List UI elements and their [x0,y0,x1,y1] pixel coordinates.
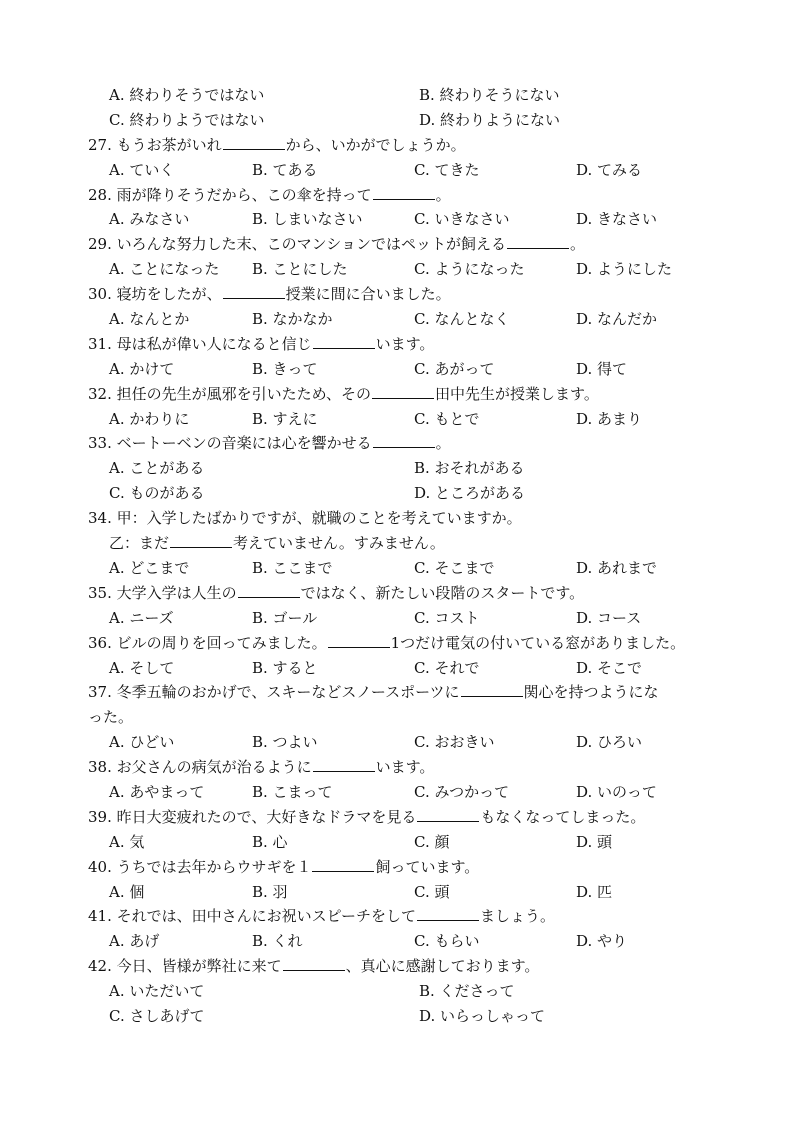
q29-option-d: D. ようにした [576,260,673,278]
q37-stem-continuation: った。 [88,708,134,726]
q28-option-c: C. いきなさい [414,210,510,228]
q37-option-b: B. つよい [252,733,318,751]
q34-option-b: B. ここまで [252,559,333,577]
q28-option-d: D. きなさい [576,210,658,228]
q31-option-c: C. あがって [414,360,495,378]
q26-option-b: B. 終わりそうにない [419,86,560,104]
q30-option-c: C. なんとなく [414,310,510,328]
q27-option-a: A. ていく [109,161,175,179]
q37-option-a: A. ひどい [109,733,175,751]
q40-option-b: B. 羽 [252,883,288,901]
q41-option-b: B. くれ [252,932,303,950]
q39-stem: 39. 昨日大変疲れたので、大好きなドラマを見る もなくなってしまった。 [88,808,646,826]
q37-blank [461,681,523,697]
q40-blank [312,856,374,872]
q29-option-a: A. ことになった [109,260,220,278]
q28-option-a: A. みなさい [109,210,190,228]
q30-option-b: B. なかなか [252,310,333,328]
q41-option-d: D. やり [576,932,628,950]
q36-option-d: D. そこで [576,659,643,677]
q35-stem: 35. 大学入学は人生の ではなく、新たしい段階のスタートです。 [88,584,585,602]
q35-option-b: B. ゴール [252,609,318,627]
q30-blank [223,283,285,299]
q41-option-c: C. もらい [414,932,480,950]
q36-stem: 36. ビルの周りを回ってみました。 1つだけ電気の付いている窓がありました。 [88,634,686,652]
q40-option-d: D. 匹 [576,883,613,901]
q35-option-d: D. コース [576,609,642,627]
q42-option-a: A. いただいて [109,982,205,1000]
q31-stem: 31. 母は私が偉い人になると信じ います。 [88,335,435,353]
q36-option-a: A. そして [109,659,175,677]
q27-option-b: B. てある [252,161,318,179]
q40-option-c: C. 頭 [414,883,450,901]
q37-option-d: D. ひろい [576,733,643,751]
q34-stem-line2: 乙：まだ 考えていません。すみません。 [109,534,445,552]
q27-stem: 27. もうお茶がいれ から、いかがでしょうか。 [88,136,466,154]
q31-blank [313,333,375,349]
q27-option-d: D. てみる [576,161,643,179]
q33-blank [373,432,435,448]
q31-option-d: D. 得て [576,360,628,378]
q39-option-c: C. 顔 [414,833,450,851]
q35-option-a: A. ニーズ [109,609,174,627]
q42-blank [283,955,345,971]
q38-blank [313,756,375,772]
q32-option-d: D. あまり [576,410,643,428]
q37-option-c: C. おおきい [414,733,495,751]
q30-stem: 30. 寝坊をしたが、 授業に間に合いました。 [88,285,451,303]
q35-blank [238,582,300,598]
q41-stem: 41. それでは、田中さんにお祝いスピーチをして ましょう。 [88,907,556,925]
q32-blank [372,383,434,399]
q34-stem-line1: 34. 甲：入学したばかりですが、就職のことを考えていますか。 [88,509,522,527]
q31-option-b: B. きって [252,360,318,378]
q31-option-a: A. かけて [109,360,175,378]
q26-option-c: C. 終わりようではない [109,111,265,129]
q29-blank [507,233,569,249]
q26-option-a: A. 終わりそうではない [109,86,265,104]
q39-blank [417,806,479,822]
q42-stem: 42. 今日、皆様が弊社に来て 、真心に感謝しております。 [88,957,540,975]
q32-option-a: A. かわりに [109,410,190,428]
q42-option-d: D. いらっしゃって [419,1007,546,1025]
q34-blank [170,532,232,548]
q33-stem: 33. ベートーベンの音楽には心を響かせる 。 [88,434,451,452]
q32-option-c: C. もとで [414,410,480,428]
q40-stem: 40. うちでは去年からウサギを１ 飼っています。 [88,858,480,876]
q38-option-a: A. あやまって [109,783,205,801]
q38-option-d: D. いのって [576,783,657,801]
q33-option-d: D. ところがある [414,484,526,502]
q30-option-d: D. なんだか [576,310,658,328]
q33-option-b: B. おそれがある [414,459,525,477]
q42-option-c: C. さしあげて [109,1007,205,1025]
q37-stem: 37. 冬季五輪のおかげで、スキーなどスノースポーツに 関心を持つようにな [88,683,659,701]
q28-blank [373,184,435,200]
q42-option-b: B. くださって [419,982,515,1000]
q33-option-c: C. ものがある [109,484,205,502]
q28-stem: 28. 雨が降りそうだから、この傘を持って 。 [88,186,451,204]
q36-option-c: C. それで [414,659,480,677]
q38-option-b: B. こまって [252,783,333,801]
q40-option-a: A. 個 [109,883,145,901]
q39-option-a: A. 気 [109,833,145,851]
q35-option-c: C. コスト [414,609,480,627]
q30-option-a: A. なんとか [109,310,190,328]
q36-option-b: B. すると [252,659,318,677]
q33-option-a: A. ことがある [109,459,205,477]
q34-option-a: A. どこまで [109,559,190,577]
q34-option-c: C. そこまで [414,559,495,577]
q41-blank [417,905,479,921]
q38-option-c: C. みつかって [414,783,510,801]
q27-blank [223,134,285,150]
q29-option-b: B. ことにした [252,260,348,278]
q39-option-b: B. 心 [252,833,288,851]
q32-stem: 32. 担任の先生が風邪を引いたため、その 田中先生が授業します。 [88,385,599,403]
q27-option-c: C. てきた [414,161,480,179]
q29-stem: 29. いろんな努力した末、このマンションではペットが飼える 。 [88,235,585,253]
q34-option-d: D. あれまで [576,559,658,577]
q38-stem: 38. お父さんの病気が治るように います。 [88,758,435,776]
q36-blank [328,632,390,648]
q32-option-b: B. すえに [252,410,318,428]
q26-option-d: D. 終わりようにない [419,111,561,129]
q39-option-d: D. 頭 [576,833,613,851]
q41-option-a: A. あげ [109,932,160,950]
q29-option-c: C. ようになった [414,260,525,278]
q28-option-b: B. しまいなさい [252,210,363,228]
